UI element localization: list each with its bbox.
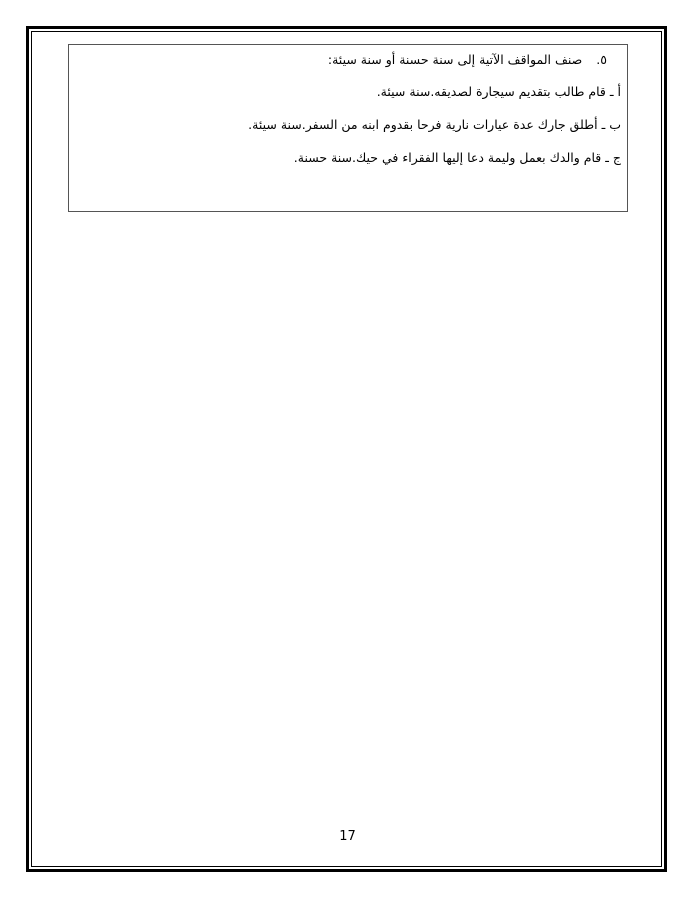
question-title: صنف المواقف الآتية إلى سنة حسنة أو سنة سيئة: bbox=[327, 52, 583, 67]
question-number: ٥. bbox=[596, 52, 607, 67]
answer-text-b: أطلق جارك عدة عيارات نارية فرحا بقدوم ابنه من السفر.سنة سيئة. bbox=[248, 117, 598, 132]
answer-label-a: أ ـ bbox=[609, 84, 621, 99]
question-title-line bbox=[328, 52, 607, 68]
answer-label-c: ج ـ bbox=[605, 150, 621, 165]
question-box bbox=[68, 44, 628, 212]
answer-item-a bbox=[377, 84, 621, 100]
answer-label-b: ب ـ bbox=[601, 117, 621, 132]
answer-text-c: قام والدك بعمل وليمة دعا إليها الفقراء في حيك.سنة حسنة. bbox=[293, 150, 602, 165]
answer-item-c bbox=[294, 150, 621, 166]
answer-item-b bbox=[248, 117, 621, 133]
page-number: 17 bbox=[339, 829, 356, 844]
answer-text-a: قام طالب بتقديم سيجارة لصديقه.سنة سيئة. bbox=[376, 84, 606, 99]
